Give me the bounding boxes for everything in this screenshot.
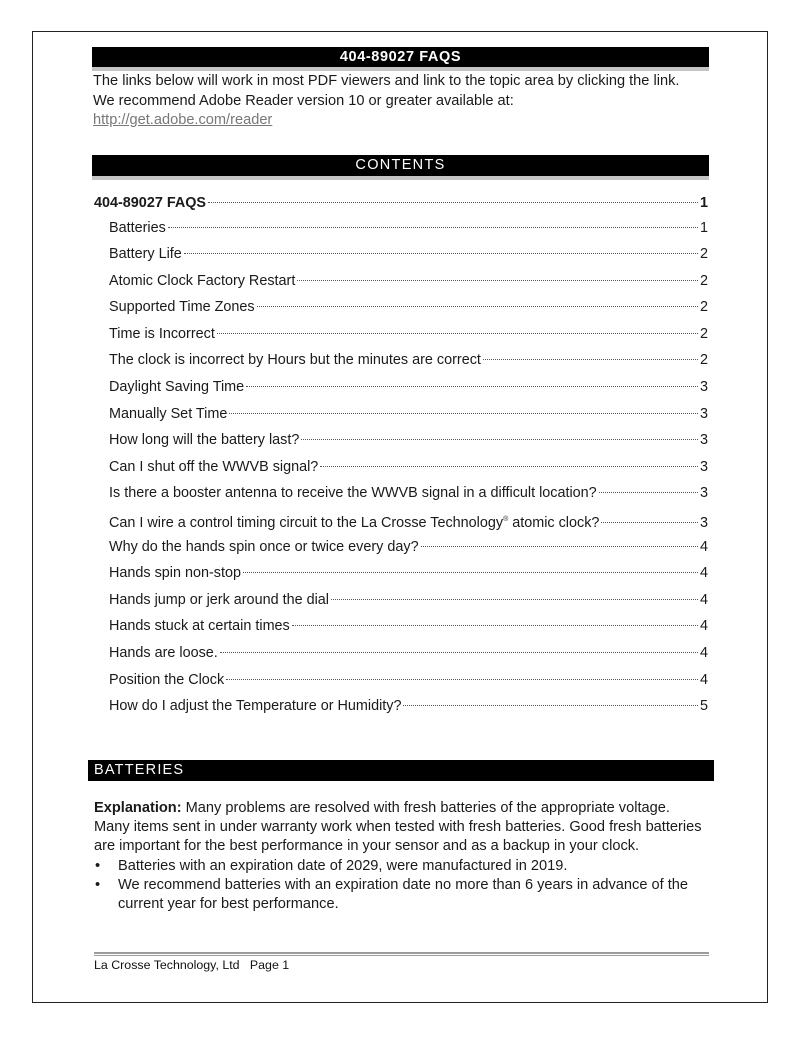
toc-entry[interactable] <box>94 349 708 376</box>
batteries-section <box>94 799 706 914</box>
toc-label: Is there a booster antenna to receive the WWVB signal in a difficult location? <box>109 485 597 502</box>
toc-page-number: 3 <box>699 405 708 422</box>
toc-page-number: 5 <box>699 698 708 715</box>
toc-entry-main[interactable] <box>94 192 708 217</box>
toc-label: Time is Incorrect <box>109 325 215 342</box>
toc-entry[interactable] <box>94 270 708 297</box>
toc-leader-dots <box>421 546 698 547</box>
toc-page-number: 4 <box>699 591 708 608</box>
toc-leader-dots <box>184 253 698 254</box>
toc-entry[interactable] <box>94 482 708 509</box>
toc-entry[interactable] <box>94 695 708 722</box>
page-footer: La Crosse Technology, Ltd Page 1 <box>94 958 290 972</box>
list-item <box>94 857 706 876</box>
toc-leader-dots <box>220 652 698 653</box>
toc-leader-dots <box>208 202 698 203</box>
toc-entry[interactable] <box>94 376 708 403</box>
toc-page-number: 3 <box>699 458 708 475</box>
batteries-heading: BATTERIES <box>88 760 714 781</box>
intro-text: The links below will work in most PDF viewers and link to the topic area by clicking the link. We recommend Adobe Reader version 10 or greater available at: <box>93 73 680 109</box>
toc-page-number: 4 <box>699 538 708 555</box>
toc-page-number: 2 <box>699 325 708 342</box>
toc-label: Hands jump or jerk around the dial <box>109 591 329 608</box>
toc-leader-dots <box>229 413 698 414</box>
toc-page-number: 4 <box>699 565 708 582</box>
toc-label: The clock is incorrect by Hours but the minutes are correct <box>109 352 481 369</box>
toc-leader-dots <box>257 306 698 307</box>
footer-rule-thin <box>94 955 709 956</box>
toc-leader-dots <box>320 466 698 467</box>
contents-heading: CONTENTS <box>92 155 709 176</box>
toc-leader-dots <box>217 333 698 334</box>
toc-label: How long will the battery last? <box>109 432 300 449</box>
toc-label: Hands spin non-stop <box>109 565 241 582</box>
toc-label: Battery Life <box>109 246 182 263</box>
intro-paragraph <box>93 72 703 131</box>
toc-page-number: 4 <box>699 645 708 661</box>
document-title: 404-89027 FAQS <box>92 47 709 67</box>
toc-leader-dots <box>168 227 698 228</box>
toc-entry[interactable] <box>94 615 708 642</box>
toc-label: Atomic Clock Factory Restart <box>109 272 296 289</box>
toc-page-number: 2 <box>699 272 708 289</box>
toc-leader-dots <box>599 492 698 493</box>
toc-entry[interactable] <box>94 562 708 589</box>
toc-entry[interactable] <box>94 589 708 616</box>
bullet-text: Batteries with an expiration date of 2029, were manufactured in 2019. <box>118 857 568 874</box>
battery-bullet-list <box>94 857 706 915</box>
toc-page-number: 2 <box>699 299 708 316</box>
toc-leader-dots <box>483 359 698 360</box>
bullet-icon: • <box>95 876 101 893</box>
toc-label: Position the Clock <box>109 671 225 688</box>
table-of-contents <box>94 192 708 722</box>
toc-label: Can I wire a control timing circuit to the La Crosse Technology® atomic clock? <box>109 514 600 531</box>
toc-entry[interactable] <box>94 456 708 483</box>
toc-page-number: 3 <box>699 379 708 396</box>
toc-entry[interactable] <box>94 217 708 244</box>
toc-label: Supported Time Zones <box>109 299 255 316</box>
toc-leader-dots <box>226 679 698 680</box>
contents-rule <box>92 176 709 180</box>
bullet-text: We recommend batteries with an expiration date no more than 6 years in advance of the current year for best performance. <box>118 876 689 913</box>
toc-entry[interactable] <box>94 669 708 696</box>
registered-mark: ® <box>503 516 509 524</box>
toc-entry[interactable] <box>94 642 708 669</box>
toc-label: Batteries <box>109 219 166 236</box>
toc-entry[interactable] <box>94 403 708 430</box>
list-item <box>94 876 706 914</box>
toc-leader-dots <box>243 572 698 573</box>
explanation-paragraph <box>94 799 706 857</box>
toc-label: Hands stuck at certain times <box>109 618 290 635</box>
bullet-icon: • <box>95 857 101 874</box>
footer-rule <box>94 952 709 954</box>
toc-page-number: 4 <box>699 618 708 635</box>
toc-page-number: 1 <box>699 219 708 236</box>
toc-leader-dots <box>331 599 698 600</box>
adobe-reader-link[interactable]: http://get.adobe.com/reader <box>93 112 273 128</box>
explanation-label: Explanation: <box>94 800 182 816</box>
toc-label: 404-89027 FAQS <box>94 195 206 211</box>
toc-entry[interactable] <box>94 509 708 536</box>
explanation-text: Many problems are resolved with fresh batteries of the appropriate voltage. Many items sent in under warranty work when tested with fresh batteries. Good fresh batteries are important for the best performance in your sensor and as a backup in your clock. <box>94 800 702 855</box>
toc-label: How do I adjust the Temperature or Humidity? <box>109 698 402 715</box>
title-rule <box>92 67 709 71</box>
toc-leader-dots <box>403 705 698 706</box>
toc-leader-dots <box>601 522 698 523</box>
toc-label: Daylight Saving Time <box>109 379 245 396</box>
toc-entry[interactable] <box>94 243 708 270</box>
toc-label: Manually Set Time <box>109 405 228 422</box>
toc-leader-dots <box>301 439 698 440</box>
toc-leader-dots <box>297 280 698 281</box>
toc-page-number: 3 <box>699 432 708 449</box>
toc-label: Why do the hands spin once or twice every day? <box>109 538 419 555</box>
toc-page-number: 4 <box>699 671 708 688</box>
toc-label: Can I shut off the WWVB signal? <box>109 458 319 475</box>
toc-entry[interactable] <box>94 323 708 350</box>
toc-page-number: 2 <box>699 352 708 369</box>
toc-label: Hands are loose. <box>109 645 218 661</box>
toc-leader-dots <box>246 386 698 387</box>
toc-page-number: 3 <box>699 514 708 531</box>
toc-page-number: 1 <box>699 195 708 211</box>
toc-entry[interactable] <box>94 536 708 563</box>
toc-leader-dots <box>292 625 698 626</box>
toc-page-number: 3 <box>699 485 708 502</box>
toc-entry[interactable] <box>94 296 708 323</box>
toc-page-number: 2 <box>699 246 708 263</box>
toc-entry[interactable] <box>94 429 708 456</box>
